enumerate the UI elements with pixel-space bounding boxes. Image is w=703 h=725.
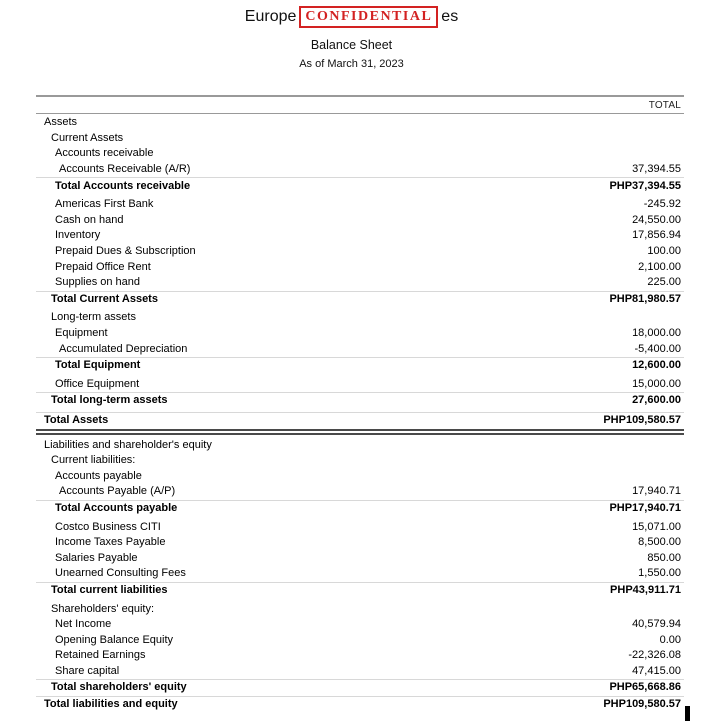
- table-row: [36, 617, 684, 633]
- table-row: [36, 259, 684, 275]
- table-row: [36, 437, 684, 453]
- row-label: Total Current Assets: [51, 292, 158, 305]
- report-date: As of March 31, 2023: [299, 58, 404, 70]
- total-row: [36, 679, 684, 696]
- row-value: PHP65,668.86: [609, 681, 681, 694]
- row-value: 12,600.00: [632, 359, 681, 372]
- row-value: PHP37,394.55: [609, 179, 681, 192]
- row-label: Retained Earnings: [55, 649, 146, 662]
- row-value: -245.92: [643, 198, 681, 211]
- table-row: [36, 632, 684, 648]
- total-column-header: TOTAL: [648, 99, 681, 111]
- row-label: Opening Balance Equity: [55, 633, 174, 646]
- row-label: Prepaid Dues & Subscription: [55, 245, 196, 258]
- row-label: Supplies on hand: [55, 276, 141, 289]
- table-row: [36, 550, 684, 566]
- row-label: Costco Business CITI: [55, 520, 161, 533]
- row-label: Total Equipment: [55, 359, 141, 372]
- table-row: [36, 453, 684, 469]
- row-label: Accounts Payable (A/P): [59, 485, 176, 498]
- row-label: Liabilities and shareholder's equity: [44, 438, 212, 451]
- row-value: PHP43,911.71: [610, 583, 681, 596]
- table-row: [36, 566, 684, 582]
- table-row: [36, 341, 684, 357]
- row-value: 27,600.00: [632, 394, 681, 407]
- row-label: Accounts receivable: [55, 147, 154, 160]
- row-label: Cash on hand: [55, 213, 124, 226]
- row-value: 1,550.00: [638, 567, 681, 580]
- row-label: Total liabilities and equity: [44, 698, 178, 711]
- row-label: Salaries Payable: [55, 551, 138, 564]
- row-value: 17,940.71: [632, 485, 681, 498]
- row-value: 37,394.55: [632, 163, 681, 176]
- table-row: [36, 131, 684, 147]
- table-row: [36, 648, 684, 664]
- table-row: [36, 377, 684, 393]
- row-label: Accounts payable: [55, 469, 142, 482]
- text-cursor: [685, 706, 690, 721]
- row-label: Shareholders' equity:: [51, 602, 154, 615]
- row-value: PHP109,580.57: [603, 413, 681, 426]
- row-label: Accumulated Depreciation: [59, 342, 188, 355]
- row-label: Long-term assets: [51, 311, 136, 324]
- row-label: Equipment: [55, 327, 108, 340]
- row-label: Office Equipment: [55, 377, 140, 390]
- table-row: [36, 484, 684, 500]
- row-value: 40,579.94: [632, 618, 681, 631]
- row-value: PHP17,940.71: [609, 501, 681, 514]
- row-label: Current Assets: [51, 131, 124, 144]
- row-value: 850.00: [647, 551, 681, 564]
- row-value: 15,000.00: [632, 377, 681, 390]
- table-row: [36, 228, 684, 244]
- confidential-stamp: CONFIDENTIAL: [299, 6, 438, 28]
- balance-sheet-page: [0, 4, 703, 712]
- table-body: [36, 114, 684, 712]
- row-label: Total long-term assets: [51, 394, 168, 407]
- total-row: [36, 500, 684, 517]
- total-row: [36, 291, 684, 308]
- company-name-prefix: Europe: [244, 8, 297, 25]
- row-label: Total Accounts payable: [55, 501, 178, 514]
- table-row: [36, 213, 684, 229]
- table-header-row: [36, 95, 684, 114]
- row-label: Total current liabilities: [51, 583, 168, 596]
- table-row: [36, 535, 684, 551]
- row-value: 2,100.00: [638, 260, 681, 273]
- table-row: [36, 146, 684, 162]
- report-title: Balance Sheet: [310, 38, 393, 52]
- row-value: 225.00: [647, 276, 681, 289]
- table-row: [36, 244, 684, 260]
- row-label: Unearned Consulting Fees: [55, 567, 186, 580]
- row-value: PHP109,580.57: [603, 698, 681, 711]
- table-row: [36, 197, 684, 213]
- row-value: 17,856.94: [632, 229, 681, 242]
- table-row: [36, 115, 684, 131]
- table-row: [36, 162, 684, 178]
- row-value: 15,071.00: [632, 520, 681, 533]
- total-row: [36, 696, 684, 713]
- row-label: Share capital: [55, 664, 120, 677]
- row-value: 8,500.00: [638, 536, 681, 549]
- row-value: -5,400.00: [634, 342, 681, 355]
- row-value: 18,000.00: [632, 327, 681, 340]
- row-label: Accounts Receivable (A/R): [59, 163, 191, 176]
- table-row: [36, 326, 684, 342]
- total-row: [36, 582, 684, 599]
- row-label: Current liabilities:: [51, 454, 136, 467]
- row-label: Inventory: [55, 229, 101, 242]
- row-value: 47,415.00: [632, 664, 681, 677]
- total-row: [36, 412, 684, 429]
- row-label: Americas First Bank: [55, 198, 154, 211]
- row-label: Total Accounts receivable: [55, 179, 191, 192]
- row-value: 100.00: [647, 245, 681, 258]
- row-value: 0.00: [659, 633, 681, 646]
- row-label: Total shareholders' equity: [51, 681, 187, 694]
- company-name-suffix: es: [441, 8, 459, 25]
- total-row: [36, 177, 684, 194]
- row-value: 24,550.00: [632, 213, 681, 226]
- row-label: Assets: [44, 116, 78, 129]
- total-row: [36, 357, 684, 374]
- table-row: [36, 275, 684, 291]
- table-row: [36, 601, 684, 617]
- row-label: Total Assets: [44, 413, 109, 426]
- row-label: Net Income: [55, 618, 112, 631]
- table-row: [36, 468, 684, 484]
- table-row: [36, 664, 684, 680]
- balance-sheet-table: [36, 95, 684, 712]
- row-value: PHP81,980.57: [609, 292, 681, 305]
- double-rule: [36, 429, 684, 435]
- row-value: -22,326.08: [628, 649, 681, 662]
- row-label: Prepaid Office Rent: [55, 260, 151, 273]
- report-header: [0, 4, 703, 30]
- table-row: [36, 519, 684, 535]
- total-row: [36, 392, 684, 409]
- table-row: [36, 310, 684, 326]
- row-label: Income Taxes Payable: [55, 536, 166, 549]
